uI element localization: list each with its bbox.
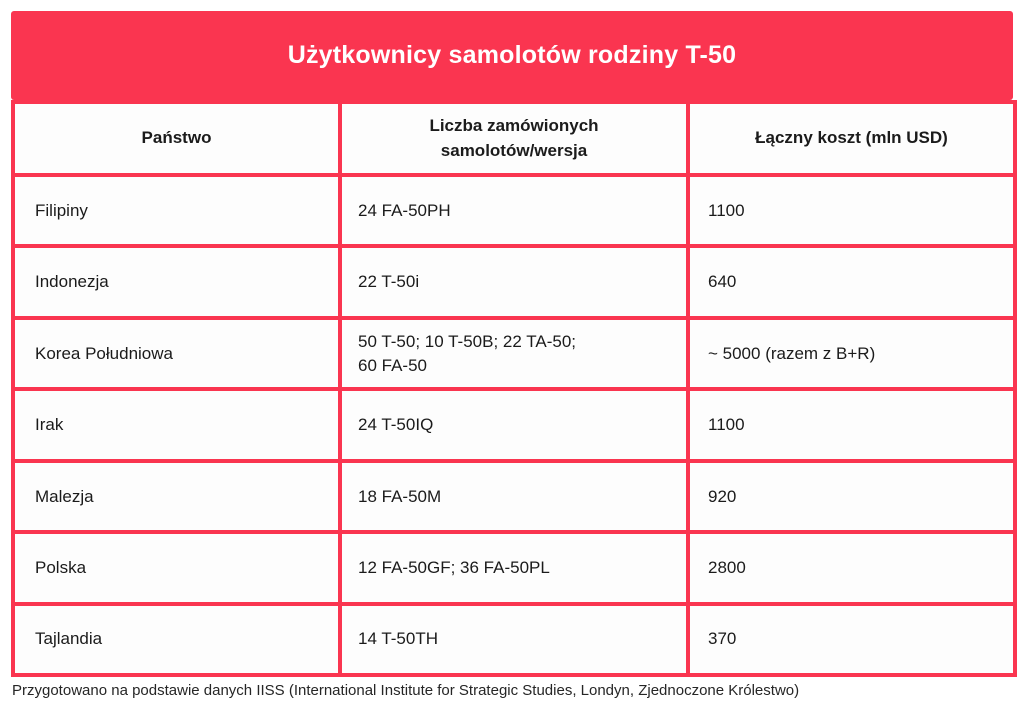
table-row — [13, 318, 1015, 389]
table-row — [13, 532, 1015, 603]
table-row — [13, 389, 1015, 460]
table-header-row — [13, 102, 1015, 175]
cell-orders — [340, 246, 688, 317]
table-row — [13, 246, 1015, 317]
cell-orders-line-1: 18 FA-50M — [358, 486, 442, 506]
cell-country: Polska — [13, 532, 340, 603]
column-header-orders-line-2: samolotów/wersja — [440, 140, 588, 160]
cell-cost: 920 — [688, 461, 1015, 532]
cell-country: Irak — [13, 389, 340, 460]
cell-country: Indonezja — [13, 246, 340, 317]
cell-orders-line-1: 50 T-50; 10 T-50B; 22 TA-50; — [358, 331, 576, 351]
cell-cost: 2800 — [688, 532, 1015, 603]
cell-country: Korea Południowa — [13, 318, 340, 389]
cell-country: Filipiny — [13, 175, 340, 246]
column-header-country-line-1: Państwo — [141, 128, 212, 148]
cell-orders — [340, 318, 688, 389]
table-body — [13, 175, 1015, 675]
cell-cost: 370 — [688, 604, 1015, 675]
table-header — [13, 102, 1015, 175]
cell-orders-line-1: 24 FA-50PH — [358, 200, 451, 220]
table-row — [13, 461, 1015, 532]
table-container — [11, 100, 1013, 677]
title-banner — [11, 11, 1013, 100]
cell-cost: ~ 5000 (razem z B+R) — [688, 318, 1015, 389]
column-header-country — [13, 102, 340, 175]
cell-country: Malezja — [13, 461, 340, 532]
column-header-orders — [340, 102, 688, 175]
cell-orders-line-1: 22 T-50i — [358, 272, 420, 292]
column-header-cost-line-1: Łączny koszt (mln USD) — [755, 128, 948, 148]
cell-cost: 1100 — [688, 175, 1015, 246]
cell-orders-line-1: 14 T-50TH — [358, 629, 439, 649]
cell-orders — [340, 532, 688, 603]
cell-orders-line-1: 24 T-50IQ — [358, 415, 434, 435]
cell-orders-line-1: 12 FA-50GF; 36 FA-50PL — [358, 557, 550, 577]
cell-orders — [340, 389, 688, 460]
cell-cost: 1100 — [688, 389, 1015, 460]
users-table — [11, 100, 1017, 677]
cell-cost: 640 — [688, 246, 1015, 317]
cell-country: Tajlandia — [13, 604, 340, 675]
column-header-orders-line-1: Liczba zamówionych — [429, 115, 599, 135]
source-footnote: Przygotowano na podstawie danych IISS (International Institute for Strategic Studies, Londyn, Zjednoczone Królestwo) — [12, 682, 800, 699]
column-header-cost — [688, 102, 1015, 175]
table-row — [13, 175, 1015, 246]
cell-orders — [340, 604, 688, 675]
cell-orders — [340, 461, 688, 532]
cell-orders-line-2: 60 FA-50 — [358, 355, 427, 375]
cell-orders — [340, 175, 688, 246]
page-title: Użytkownicy samolotów rodziny T-50 — [287, 40, 737, 69]
table-row — [13, 604, 1015, 675]
